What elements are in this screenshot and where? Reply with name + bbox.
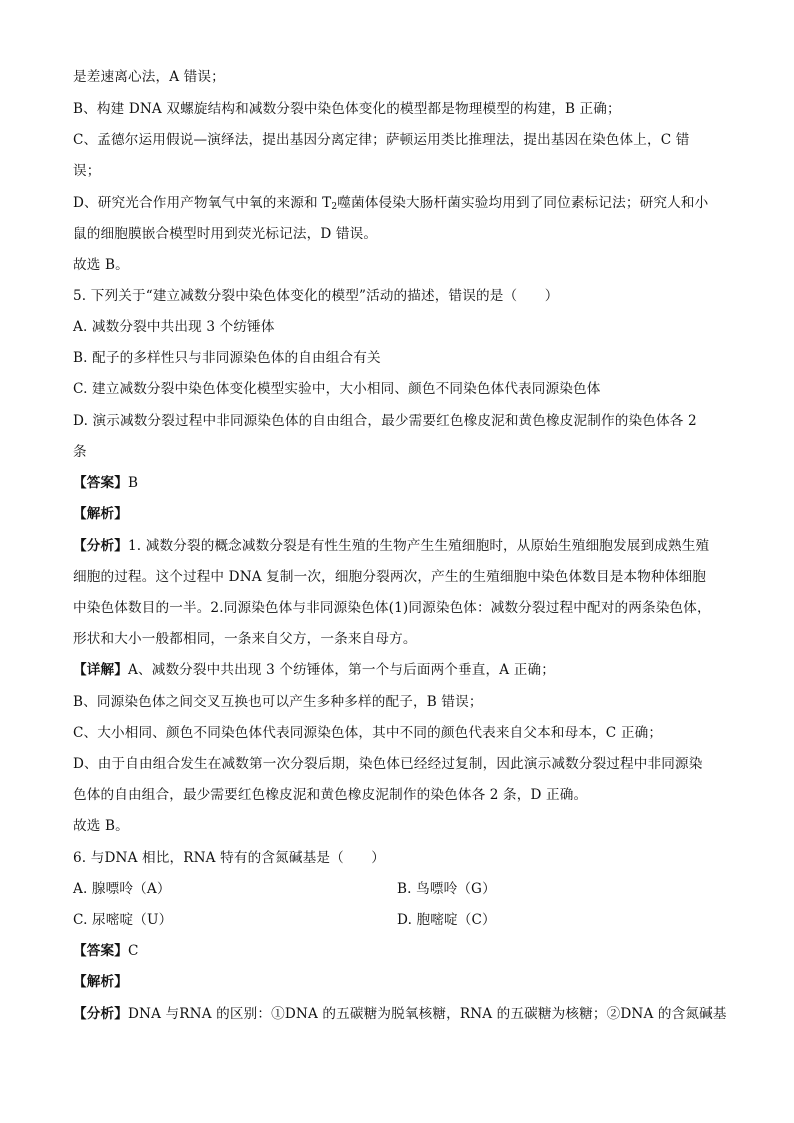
analysis-tag: 【解析】 — [73, 506, 128, 522]
text-line: 色体的自由组合，最少需要红色橡皮泥和黄色橡皮泥制作的染色体各 2 条，D 正确。 — [73, 787, 588, 803]
text-line: C、孟德尔运用假说—演绎法，提出基因分离定律；萨顿运用类比推理法，提出基因在染色体上，C 错 — [73, 132, 690, 148]
text-line: B、同源染色体之间交叉互换也可以产生多种多样的配子，B 错误； — [73, 694, 483, 710]
question-6-option-a: A. 腺嘌呤（A） — [73, 881, 171, 897]
question-5-option-b: B. 配子的多样性只与非同源染色体的自由组合有关 — [73, 350, 381, 366]
question-5-option-c: C. 建立减数分裂中染色体变化模型实验中，大小相同、颜色不同染色体代表同源染色体 — [73, 381, 601, 397]
analysis-heading — [73, 505, 723, 523]
text-line: B、构建 DNA 双螺旋结构和减数分裂中染色体变化的模型都是物理模型的构建，B 正确； — [73, 101, 621, 117]
text-fragment: D、研究光合作用产物氧气中氧的来源和 T — [73, 195, 332, 211]
text-fragment: A、减数分裂中共出现 3 个纺锤体，第一个与后面两个垂直，A 正确； — [127, 662, 555, 678]
answer-line — [73, 942, 723, 960]
text-line: D、由于自由组合发生在减数第一次分裂后期，染色体已经经过复制，因此演示减数分裂过程中非同源染 — [73, 756, 703, 772]
answer-tag: 【答案】 — [73, 475, 128, 491]
question-6-option-d: D. 胞嘧啶（C） — [397, 912, 496, 928]
subscript: 2 — [331, 202, 338, 212]
question-6-option-c: C. 尿嘧啶（U） — [73, 912, 173, 928]
text-fragment: 噬菌体侵染大肠杆菌实验均用到了同位素标记法；研究人和小 — [337, 195, 709, 211]
question-5-option-a: A. 减数分裂中共出现 3 个纺锤体 — [73, 319, 275, 335]
question-5-option-d-cont: 条 — [73, 444, 87, 460]
text-line: 形状和大小一般都相同，一条来自父方，一条来自母方。 — [73, 631, 417, 647]
analysis-heading — [73, 973, 723, 991]
text-fragment: DNA 与RNA 的区别：①DNA 的五碳糖为脱氧核糖，RNA 的五碳糖为核糖；②DNA 的含氮碱基 — [127, 1006, 727, 1022]
text-fragment: 1. 减数分裂的概念减数分裂是有性生殖的生物产生生殖细胞时，从原始生殖细胞发展到成熟生殖 — [127, 538, 710, 554]
analysis-tag: 【解析】 — [73, 974, 128, 990]
text-line: 故选 B。 — [73, 257, 129, 273]
answer-line — [73, 474, 723, 492]
text-line: 鼠的细胞膜嵌合模型时用到荧光标记法，D 错误。 — [73, 226, 378, 242]
text-line: 误； — [73, 163, 101, 179]
text-line: 中染色体数目的一半。2.同源染色体与非同源染色体(1)同源染色体：减数分裂过程中配对的两条染色体， — [73, 600, 711, 616]
analysis-sub-tag: 【分析】 — [73, 1006, 128, 1022]
text-line: 是差速离心法，A 错误； — [73, 69, 225, 85]
text-line: C、大小相同、颜色不同染色体代表同源染色体，其中不同的颜色代表来自父本和母本，C 正确； — [73, 725, 663, 741]
answer-value: B — [127, 475, 139, 491]
question-5-stem: 5. 下列关于“建立减数分裂中染色体变化的模型”活动的描述，错误的是（ ） — [73, 288, 559, 304]
text-line: 故选 B。 — [73, 818, 129, 834]
text-line — [73, 194, 723, 212]
question-6-option-b: B. 鸟嘌呤（G） — [397, 881, 496, 897]
answer-value: C — [127, 943, 139, 959]
text-line — [73, 537, 723, 555]
question-6-stem: 6. 与DNA 相比，RNA 特有的含氮碱基是（ ） — [73, 850, 386, 866]
analysis-sub-tag: 【分析】 — [73, 538, 128, 554]
question-6-options-row-1 — [73, 880, 723, 898]
answer-tag: 【答案】 — [73, 943, 128, 959]
text-line: 细胞的过程。这个过程中 DNA 复制一次，细胞分裂两次，产生的生殖细胞中染色体数目是本物种体细胞 — [73, 569, 706, 585]
detail-tag: 【详解】 — [73, 662, 128, 678]
text-line — [73, 661, 723, 679]
text-line — [73, 1005, 727, 1023]
question-5-option-d: D. 演示减数分裂过程中非同源染色体的自由组合，最少需要红色橡皮泥和黄色橡皮泥制作的染色体各 2 — [73, 413, 697, 429]
question-6-options-row-2 — [73, 911, 723, 929]
